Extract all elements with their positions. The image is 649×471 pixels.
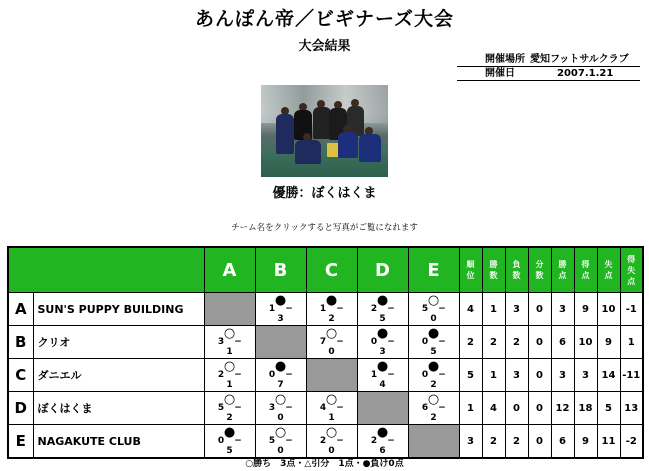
score-opponent: 0 (277, 446, 284, 456)
self-match-cell (306, 359, 357, 392)
win-circle-icon: ○ (223, 326, 236, 341)
stat-cell: 9 (574, 425, 597, 459)
score-dash: − (285, 403, 293, 413)
score-own: 1 (268, 304, 276, 314)
match-result-cell (204, 326, 255, 359)
score-opponent: 1 (226, 380, 233, 390)
score-dash: − (438, 403, 446, 413)
stat-header-char: 勝 (558, 260, 567, 269)
venue-label: 開催場所 (485, 54, 525, 65)
table-row (8, 425, 643, 459)
table-row (8, 326, 643, 359)
match-result-cell (357, 326, 408, 359)
stat-cell: 2 (482, 425, 505, 459)
score-dash: − (336, 337, 344, 347)
stat-header (482, 247, 505, 293)
stat-header (459, 247, 482, 293)
venue-value: 愛知フットサルクラブ (530, 54, 629, 65)
score-own: 0 (421, 370, 429, 380)
stat-cell: 0 (528, 425, 551, 459)
match-result-cell (306, 392, 357, 425)
table-header-row (8, 247, 643, 293)
stat-cell: -1 (620, 293, 643, 326)
score-dash: − (387, 436, 395, 446)
match-result-cell (408, 359, 459, 392)
photo-person (295, 140, 321, 164)
stat-cell: 11 (597, 425, 620, 459)
score-opponent: 7 (277, 380, 284, 390)
row-key: A (8, 293, 33, 326)
stat-cell: 2 (505, 326, 528, 359)
loss-dot-icon: ● (274, 359, 287, 374)
match-result-cell (306, 293, 357, 326)
score-dash: − (285, 436, 293, 446)
score-dash: − (285, 370, 293, 380)
stat-cell: 3 (459, 425, 482, 459)
match-result-cell (306, 425, 357, 459)
score-opponent: 5 (379, 314, 386, 324)
score-opponent: 2 (226, 413, 233, 423)
score-opponent: 0 (328, 347, 335, 357)
score-own: 4 (319, 403, 327, 413)
match-score (358, 337, 408, 357)
date-info (457, 67, 640, 81)
stat-cell: 3 (505, 359, 528, 392)
stat-cell: 0 (528, 359, 551, 392)
team-name-link[interactable]: SUN'S PUPPY BUILDING (33, 293, 204, 326)
score-own: 2 (217, 370, 225, 380)
date-value: 2007.1.21 (557, 68, 614, 79)
header-blank-cell (8, 247, 204, 293)
stat-cell: 5 (459, 359, 482, 392)
stat-header-char: 点 (558, 271, 567, 280)
self-match-cell (408, 425, 459, 459)
match-score (307, 403, 357, 423)
match-result-cell (204, 392, 255, 425)
score-own: 2 (319, 436, 327, 446)
winner-text: 優勝：ぼくはくま (272, 186, 377, 201)
win-circle-icon: ○ (223, 392, 236, 407)
match-score (307, 337, 357, 357)
table-row (8, 392, 643, 425)
stat-cell: 12 (551, 392, 574, 425)
score-own: 6 (421, 403, 429, 413)
col-header-b: B (255, 247, 306, 293)
score-opponent: 5 (430, 347, 437, 357)
team-name-link[interactable]: ダニエル (33, 359, 204, 392)
loss-dot-icon: ● (376, 326, 389, 341)
score-own: 5 (268, 436, 276, 446)
stat-cell: 3 (574, 359, 597, 392)
stat-cell: 9 (574, 293, 597, 326)
match-result-cell (306, 326, 357, 359)
score-dash: − (234, 436, 242, 446)
score-own: 0 (370, 337, 378, 347)
match-result-cell (357, 359, 408, 392)
stat-header (551, 247, 574, 293)
stat-cell: 1 (459, 392, 482, 425)
score-opponent: 3 (379, 347, 386, 357)
venue-info (457, 53, 640, 67)
stat-header-char: 点 (604, 271, 613, 280)
score-opponent: 2 (430, 413, 437, 423)
stat-header (597, 247, 620, 293)
match-score (205, 370, 255, 390)
match-score (409, 304, 459, 324)
win-circle-icon: ○ (223, 359, 236, 374)
match-score (358, 370, 408, 390)
score-own: 3 (268, 403, 276, 413)
stat-header-char: 順 (466, 260, 475, 269)
stat-cell: 3 (551, 293, 574, 326)
match-score (205, 403, 255, 423)
stat-cell: 1 (482, 293, 505, 326)
score-opponent: 1 (328, 413, 335, 423)
match-result-cell (408, 392, 459, 425)
win-circle-icon: ○ (427, 293, 440, 308)
col-header-d: D (357, 247, 408, 293)
win-circle-icon: ○ (274, 392, 287, 407)
loss-dot-icon: ● (274, 293, 287, 308)
score-opponent: 6 (379, 446, 386, 456)
score-dash: − (438, 337, 446, 347)
stat-cell: 2 (505, 425, 528, 459)
score-own: 2 (370, 304, 378, 314)
score-own: 0 (217, 436, 225, 446)
win-circle-icon: ○ (325, 326, 338, 341)
self-match-cell (255, 326, 306, 359)
photo-person (359, 134, 381, 162)
stat-cell: 10 (574, 326, 597, 359)
table-row (8, 293, 643, 326)
stat-cell: 3 (505, 293, 528, 326)
stat-header-char: 点 (581, 271, 590, 280)
stat-cell: 14 (597, 359, 620, 392)
score-opponent: 2 (430, 380, 437, 390)
score-dash: − (387, 304, 395, 314)
loss-dot-icon: ● (223, 425, 236, 440)
score-opponent: 5 (226, 446, 233, 456)
match-score (358, 436, 408, 456)
score-dash: − (336, 436, 344, 446)
match-result-cell (408, 293, 459, 326)
match-result-cell (357, 425, 408, 459)
stat-header-char: 勝 (489, 260, 498, 269)
stat-header-char: 数 (535, 271, 544, 280)
team-photo (261, 85, 388, 177)
score-dash: − (336, 304, 344, 314)
click-note: チーム名をクリックすると写真がご覧になれます (231, 223, 418, 233)
stat-header (528, 247, 551, 293)
score-own: 5 (421, 304, 429, 314)
score-opponent: 0 (430, 314, 437, 324)
match-score (307, 304, 357, 324)
match-score (358, 304, 408, 324)
score-opponent: 3 (277, 314, 284, 324)
score-dash: − (234, 403, 242, 413)
stat-cell: -11 (620, 359, 643, 392)
row-key: D (8, 392, 33, 425)
score-dash: − (387, 370, 395, 380)
stat-cell: 2 (459, 326, 482, 359)
match-score (205, 337, 255, 357)
stat-cell: 4 (459, 293, 482, 326)
col-header-a: A (204, 247, 255, 293)
match-score (256, 436, 306, 456)
page-title: あんぽん帝／ビギナーズ大会 (194, 8, 455, 30)
team-name-link[interactable]: クリオ (33, 326, 204, 359)
stat-header (505, 247, 528, 293)
match-score (256, 370, 306, 390)
self-match-cell (357, 392, 408, 425)
score-opponent: 1 (226, 347, 233, 357)
stat-cell: 1 (482, 359, 505, 392)
score-own: 3 (217, 337, 225, 347)
stat-header-char: 得 (627, 254, 636, 264)
stat-cell: 6 (551, 326, 574, 359)
stat-cell: 6 (551, 425, 574, 459)
stat-cell: 5 (597, 392, 620, 425)
stat-cell: -2 (620, 425, 643, 459)
match-result-cell (255, 359, 306, 392)
stat-header-char: 点 (627, 276, 636, 286)
photo-person (276, 114, 294, 154)
score-opponent: 4 (379, 380, 386, 390)
score-own: 5 (217, 403, 225, 413)
date-label: 開催日 (485, 68, 515, 79)
stat-cell: 3 (551, 359, 574, 392)
match-result-cell (255, 425, 306, 459)
stat-header-char: 失 (604, 260, 613, 269)
match-score (205, 436, 255, 456)
stat-cell: 1 (620, 326, 643, 359)
score-dash: − (438, 370, 446, 380)
win-circle-icon: ○ (325, 425, 338, 440)
legend-text: ○勝ち 3点・△引分 1点・●負け0点 (245, 459, 404, 469)
col-header-e: E (408, 247, 459, 293)
team-name-link[interactable]: NAGAKUTE CLUB (33, 425, 204, 459)
self-match-cell (204, 293, 255, 326)
match-score (409, 370, 459, 390)
team-name-link[interactable]: ぼくはくま (33, 392, 204, 425)
score-own: 0 (268, 370, 276, 380)
stat-header-char: 負 (512, 260, 521, 269)
match-result-cell (408, 326, 459, 359)
table-row (8, 359, 643, 392)
match-score (256, 403, 306, 423)
stat-header-char: 得 (581, 260, 590, 269)
match-result-cell (357, 293, 408, 326)
stat-cell: 0 (505, 392, 528, 425)
score-dash: − (438, 304, 446, 314)
stat-cell: 4 (482, 392, 505, 425)
match-score (409, 403, 459, 423)
stat-cell: 0 (528, 326, 551, 359)
win-circle-icon: ○ (274, 425, 287, 440)
page-subtitle: 大会結果 (298, 39, 351, 54)
score-dash: − (285, 304, 293, 314)
stat-header-char: 失 (627, 265, 636, 275)
score-opponent: 0 (277, 413, 284, 423)
loss-dot-icon: ● (427, 326, 440, 341)
score-own: 7 (319, 337, 327, 347)
match-result-cell (204, 359, 255, 392)
score-opponent: 0 (328, 446, 335, 456)
score-dash: − (234, 370, 242, 380)
match-result-cell (204, 425, 255, 459)
score-own: 1 (370, 370, 378, 380)
loss-dot-icon: ● (427, 359, 440, 374)
loss-dot-icon: ● (376, 293, 389, 308)
stat-header-char: 数 (489, 271, 498, 280)
match-score (409, 337, 459, 357)
score-dash: − (336, 403, 344, 413)
stat-cell: 2 (482, 326, 505, 359)
stat-header-char: 位 (466, 271, 475, 280)
win-circle-icon: ○ (325, 392, 338, 407)
stat-header-char: 分 (535, 260, 544, 269)
score-dash: − (234, 337, 242, 347)
score-opponent: 2 (328, 314, 335, 324)
stat-cell: 9 (597, 326, 620, 359)
stat-header (620, 247, 643, 293)
match-score (307, 436, 357, 456)
match-result-cell (255, 293, 306, 326)
row-key: C (8, 359, 33, 392)
score-dash: − (387, 337, 395, 347)
stat-cell: 0 (528, 293, 551, 326)
photo-person (338, 132, 358, 158)
stat-cell: 18 (574, 392, 597, 425)
match-result-cell (255, 392, 306, 425)
results-table (7, 246, 644, 459)
score-own: 0 (421, 337, 429, 347)
stat-header-char: 数 (512, 271, 521, 280)
score-own: 1 (319, 304, 327, 314)
loss-dot-icon: ● (325, 293, 338, 308)
row-key: E (8, 425, 33, 459)
stat-cell: 0 (528, 392, 551, 425)
score-own: 2 (370, 436, 378, 446)
win-circle-icon: ○ (427, 392, 440, 407)
stat-cell: 13 (620, 392, 643, 425)
col-header-c: C (306, 247, 357, 293)
loss-dot-icon: ● (376, 425, 389, 440)
loss-dot-icon: ● (376, 359, 389, 374)
match-score (256, 304, 306, 324)
stat-cell: 10 (597, 293, 620, 326)
stat-header (574, 247, 597, 293)
row-key: B (8, 326, 33, 359)
